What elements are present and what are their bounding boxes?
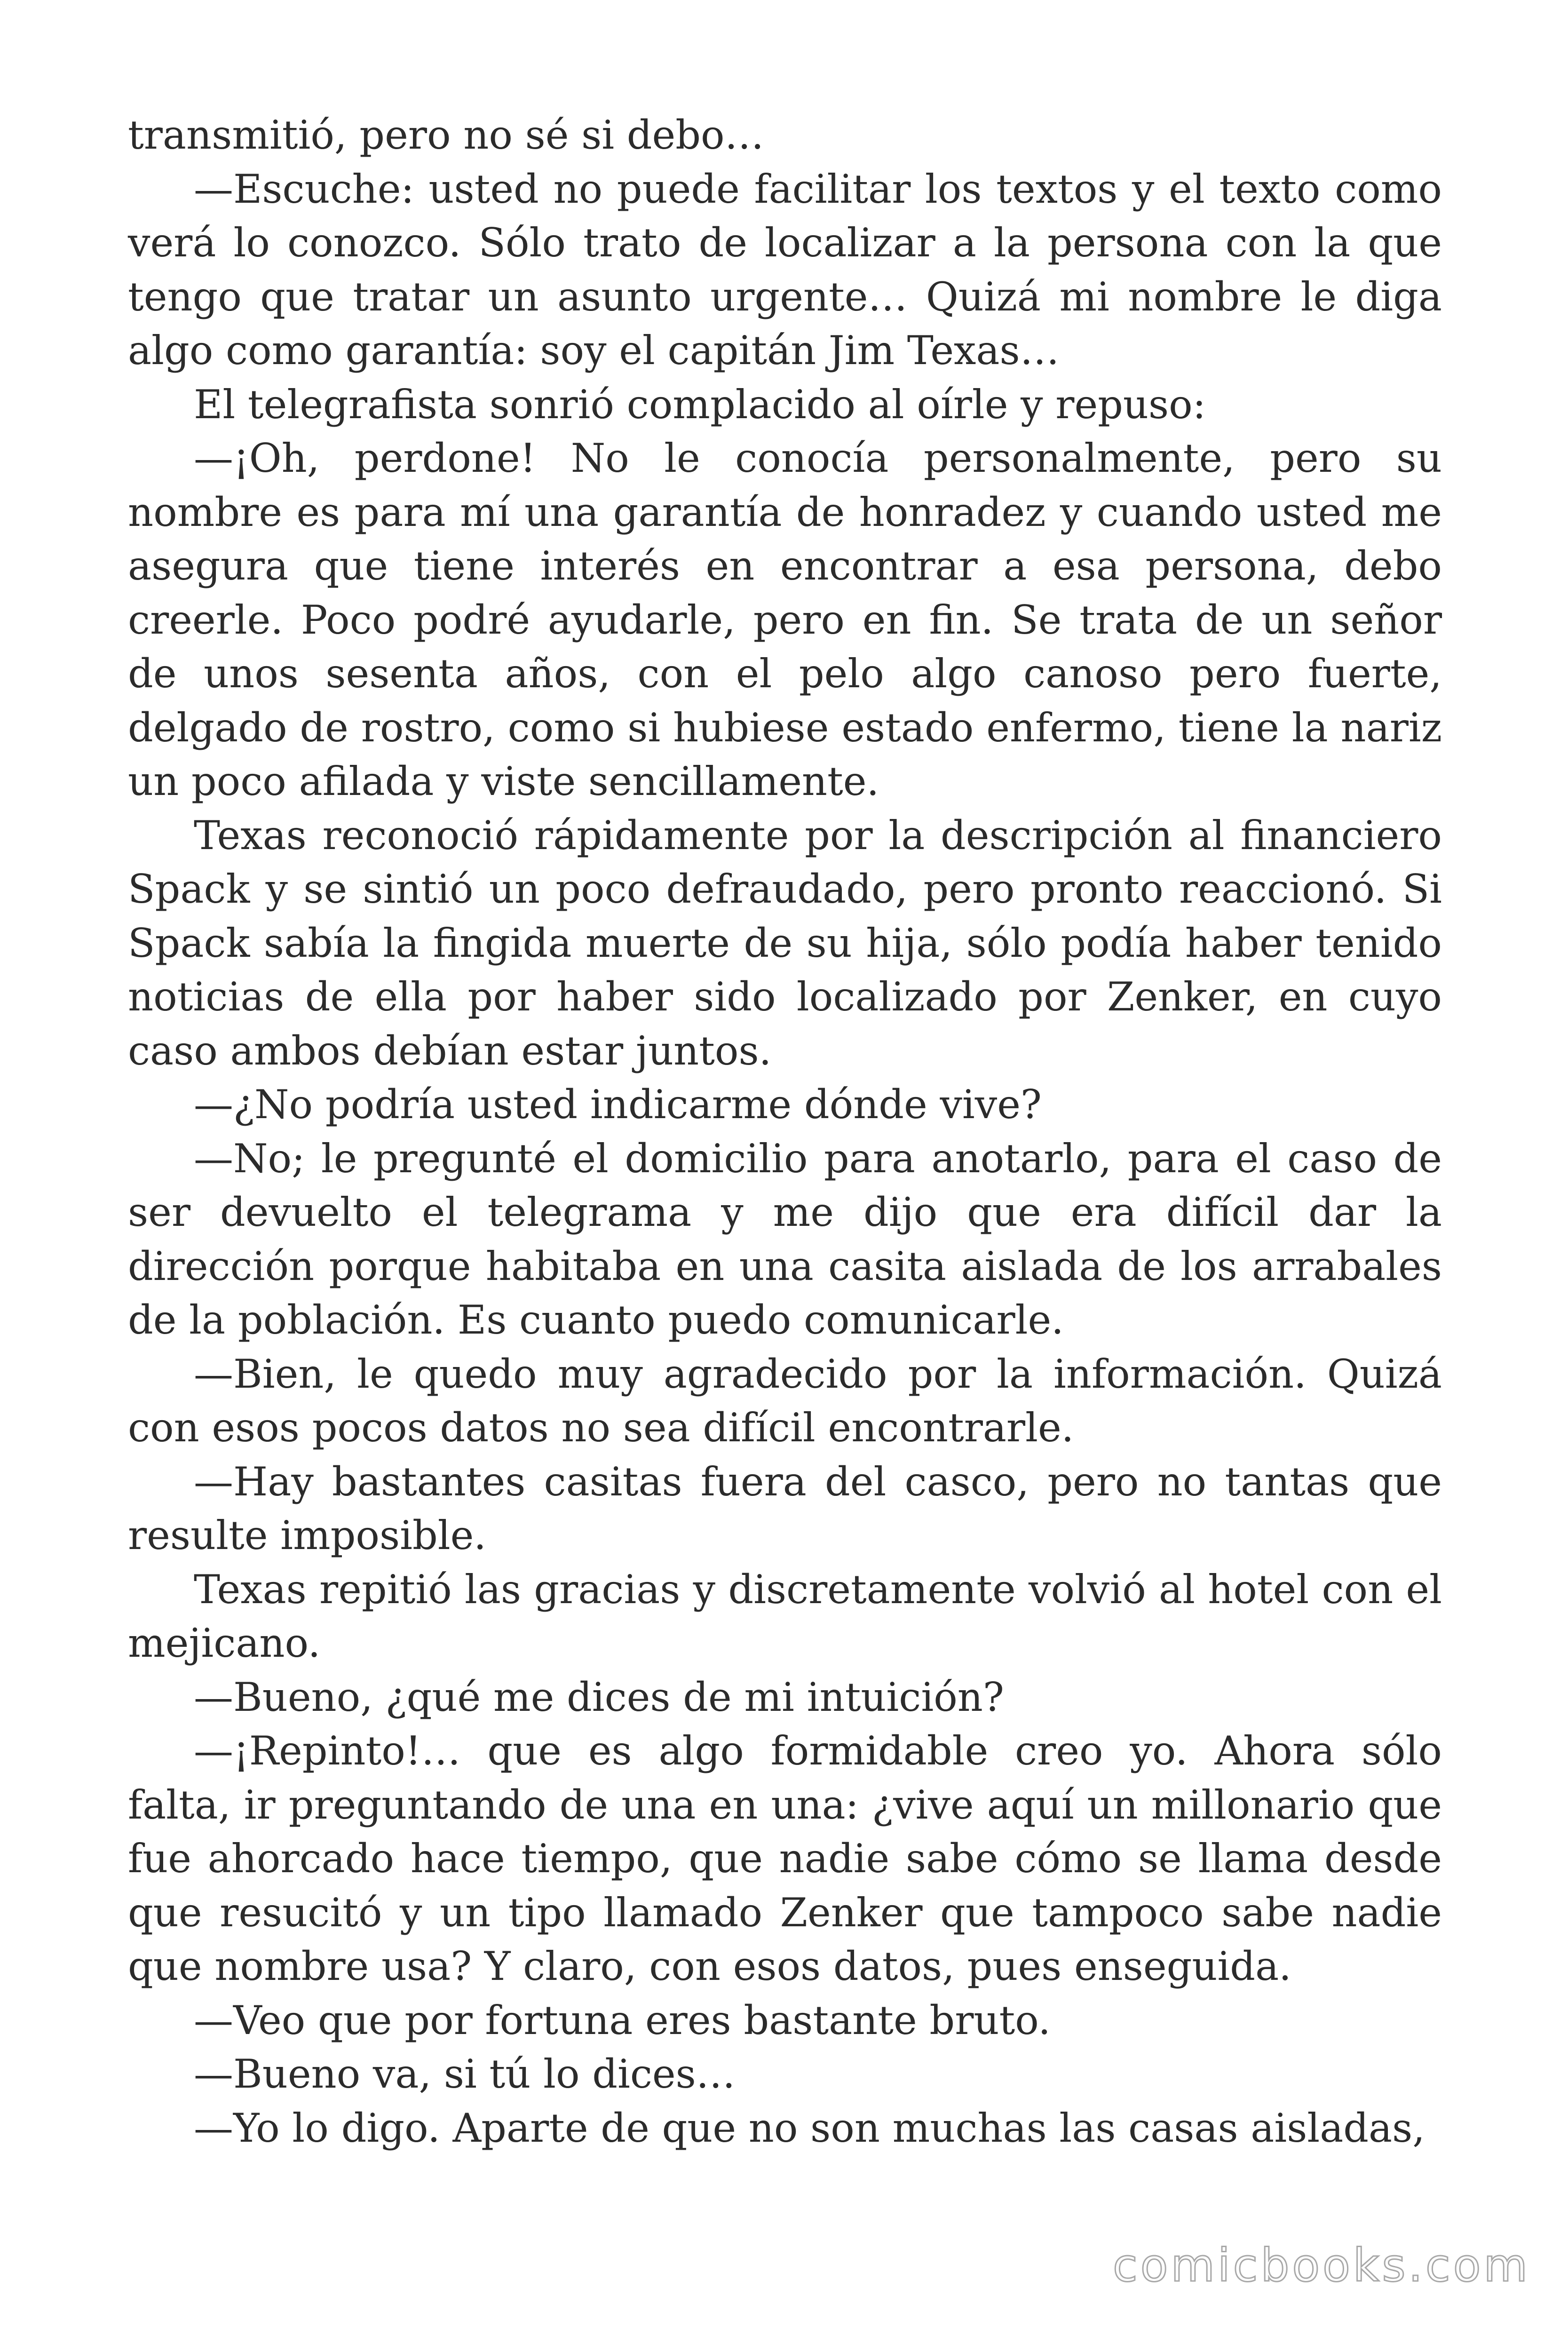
paragraph-15: —Yo lo digo. Aparte de que no son muchas las casas aisladas, — [194, 2105, 1425, 2151]
paragraph-11: —Bueno, ¿qué me dices de mi intuición? — [194, 1674, 1004, 1720]
book-page-text — [128, 108, 1442, 2155]
paragraph-6: —¿No podría usted indicarme dónde vive? — [194, 1081, 1042, 1128]
paragraph-3: El telegrafista sonrió complacido al oírle y repuso: — [194, 381, 1206, 428]
paragraph-7: —No; le pregunté el domicilio para anotarlo, para el caso de ser devuelto el telegrama y me dijo que era difícil dar la dirección porque habitaba en una casita aislada de los arrabales de la población. Es cuanto puedo comunicarle. — [128, 1135, 1442, 1343]
paragraph-5: Texas reconoció rápidamente por la descripción al financiero Spack y se sintió un poco defraudado, pero pronto reaccionó. Si Spack sabía la fingida muerte de su hija, sólo podía haber tenido noticias de ella por haber sido localizado por Zenker, en cuyo caso ambos debían estar juntos. — [128, 812, 1442, 1074]
paragraph-8: —Bien, le quedo muy agradecido por la información. Quizá con esos pocos datos no sea difícil encontrarle. — [128, 1351, 1442, 1451]
paragraph-4: —¡Oh, perdone! No le conocía personalmente, pero su nombre es para mí una garantía de honradez y cuando usted me asegura que tiene interés en encontrar a esa persona, debo creerle. Poco podré ayudarle, pero en fin. Se trata de un señor de unos sesenta años, con el pelo algo canoso pero fuerte, delgado de rostro, como si hubiese estado enfermo, tiene la nariz un poco afilada y viste sencillamente. — [128, 435, 1442, 804]
paragraph-2: —Escuche: usted no puede facilitar los textos y el texto como verá lo conozco. Sólo trato de localizar a la persona con la que tengo que tratar un asunto urgente… Quizá mi nombre le diga algo como garantía: soy el capitán Jim Texas… — [128, 166, 1442, 373]
paragraph-1: transmitió, pero no sé si debo… — [128, 112, 764, 158]
paragraph-10: Texas repitió las gracias y discretamente volvió al hotel con el mejicano. — [128, 1566, 1442, 1666]
paragraph-14: —Bueno va, si tú lo dices… — [194, 2051, 736, 2097]
watermark-logo: comicbooks.com — [1112, 2239, 1530, 2292]
paragraph-9: —Hay bastantes casitas fuera del casco, pero no tantas que resulte imposible. — [128, 1458, 1442, 1558]
paragraph-13: —Veo que por fortuna eres bastante bruto. — [194, 1997, 1051, 2043]
paragraph-12: —¡Repinto!… que es algo formidable creo yo. Ahora sólo falta, ir preguntando de una en una: ¿vive aquí un millonario que fue ahorcado hace tiempo, que nadie sabe cómo se llama desde que resucitó y un tipo llamado Zenker que tampoco sabe nadie que nombre usa? Y claro, con esos datos, pues enseguida. — [128, 1728, 1442, 1989]
